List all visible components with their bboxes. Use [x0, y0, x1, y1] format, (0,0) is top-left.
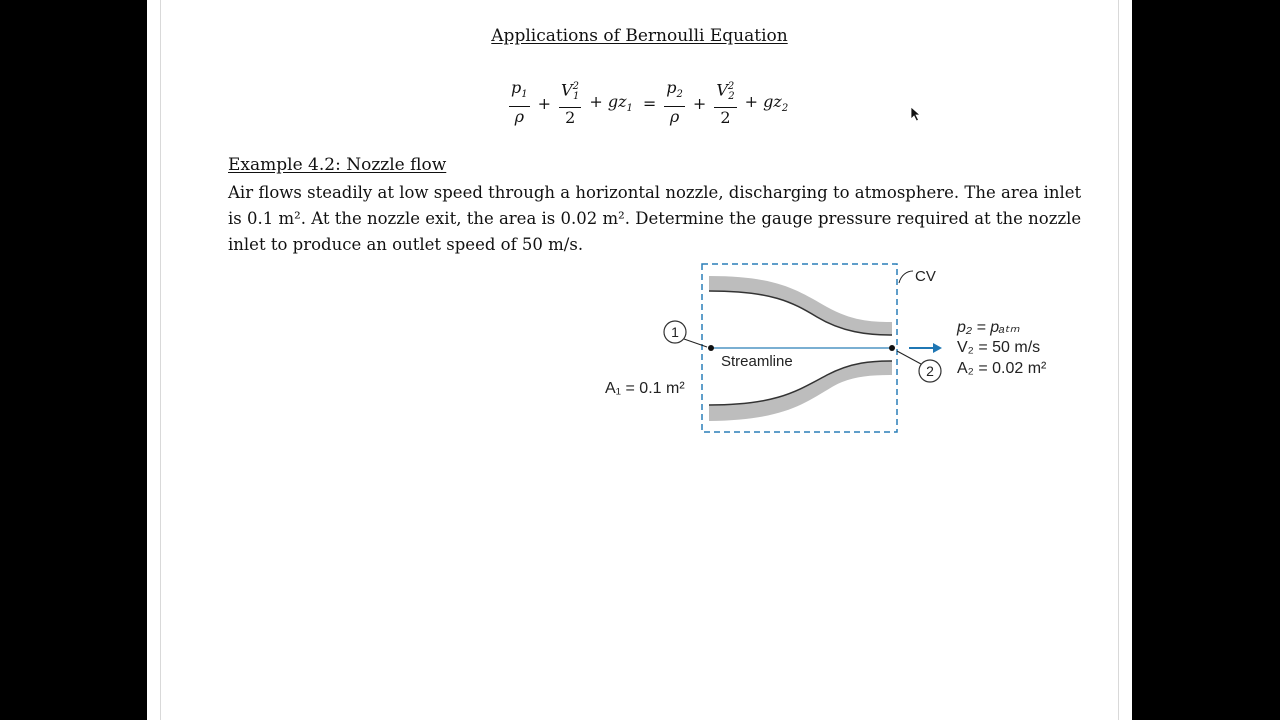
- eq-v2-squared-over-2: $\frac{V^2_2}{2}$: [714, 78, 736, 129]
- paragraph-line: inlet to produce an outlet speed of 50 m/s.: [228, 235, 584, 254]
- eq-p2-over-rho: $\frac{p_2}{\rho}$: [666, 78, 683, 126]
- eq-p1-over-rho: $\frac{p_1}{\rho}$: [511, 78, 528, 126]
- page-margin-line-right: [1118, 0, 1119, 720]
- exit-flow-arrowhead: [933, 343, 942, 353]
- paragraph-line: Air flows steadily at low speed through a horizontal nozzle, discharging to atmosphere. The area inlet: [228, 183, 1082, 202]
- bernoulli-equation: [506, 78, 793, 128]
- exit-pressure-label: p₂ = pₐₜₘ: [957, 319, 1020, 336]
- eq-gz2: + $gz_2$: [744, 91, 789, 115]
- nozzle-lower-wall: [709, 361, 892, 421]
- point-2-dot: [889, 345, 895, 351]
- example-heading: Example 4.2: Nozzle flow: [228, 155, 447, 175]
- point-2-label: 2: [926, 363, 934, 379]
- point-1-label: 1: [671, 324, 679, 340]
- cv-leader: [899, 271, 913, 283]
- eq-gz1: + $gz_1$: [589, 91, 633, 115]
- paragraph-line: is 0.1 m². At the nozzle exit, the area is 0.02 m². Determine the gauge pressure required at the nozzle: [228, 209, 1082, 228]
- nozzle-upper-wall: [709, 276, 892, 335]
- page-margin-line-left: [160, 0, 161, 720]
- nozzle-figure: [587, 255, 1087, 445]
- eq-v1-squared-over-2: $\frac{V^2_1}{2}$: [559, 78, 581, 129]
- point-1-leader: [684, 339, 707, 347]
- exit-velocity-label: V₂ = 50 m/s: [957, 339, 1041, 356]
- point-2-leader: [897, 351, 921, 364]
- exit-area-label: A₂ = 0.02 m²: [957, 360, 1047, 377]
- eq-plus-2: +: [692, 93, 707, 113]
- page-title: [147, 26, 1132, 46]
- mouse-cursor-icon: [910, 106, 922, 122]
- eq-equals: =: [642, 93, 657, 113]
- example-paragraph: [228, 180, 1082, 258]
- streamline-label: Streamline: [721, 353, 793, 370]
- inlet-area-label: A₁ = 0.1 m²: [605, 380, 685, 397]
- cv-label: CV: [915, 268, 936, 285]
- page-title-text: Applications of Bernoulli Equation: [491, 26, 788, 46]
- document-page: [147, 0, 1132, 720]
- eq-plus-1: +: [537, 93, 552, 113]
- point-1-dot: [708, 345, 714, 351]
